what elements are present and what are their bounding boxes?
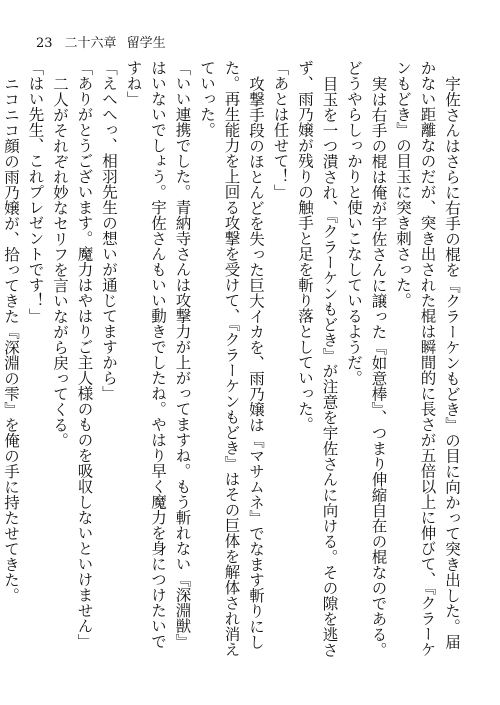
dialogue-line: 「ありがとうございます。魔力はやはりご主人様のものを吸収しないといけません」 xyxy=(75,60,94,649)
vertical-text-body xyxy=(2,60,464,660)
paragraph: 目玉を一つ潰され、『クラーケンもどき』が注意を宇佐さんに向ける。その隙を逃さず、雨乃嬢が残りの触手と足を斬り落としていった。 xyxy=(296,60,339,657)
running-header xyxy=(36,36,166,52)
paragraph: ニコニコ顔の雨乃嬢が、拾ってきた『深淵の雫』を俺の手に持たせてきた。 xyxy=(2,75,20,603)
chapter-number: 二十六章 xyxy=(64,36,117,51)
page-number: 23 xyxy=(36,36,53,51)
chapter-title: 留学生 xyxy=(126,36,166,51)
paragraph: 攻撃手段のほとんどを失った巨大イカを、雨乃嬢は『マサムネ』でなます斬りにした。再生能力を上回る攻撃を受けて、『クラーケンもどき』はその巨体を解体され消えていった。 xyxy=(198,60,265,657)
dialogue-line: 「あとは任せて！」 xyxy=(271,60,290,200)
dialogue-line: 「いい連携でした。青納寺さんは攻撃力が上がってますね。もう斬れない『深淵獣』はいないでしょう。宇佐さんもいい動きでしたね。やはり早く魔力を身につけたいですね」 xyxy=(124,60,192,649)
dialogue-line: 「はい先生、これプレゼントです！」 xyxy=(26,60,45,324)
paragraph: 二人がそれぞれ妙なセリフを言いながら戻ってくる。 xyxy=(51,75,69,448)
dialogue-line: 「えへへっ、相羽先生の想いが通じてますから」 xyxy=(100,60,118,401)
paragraph: 実は右手の棍は俺が宇佐さんに譲った『如意棒』、つまり伸縮自在の棍なのである。どうやらしっかりと使いこなしているようだ。 xyxy=(345,60,388,657)
paragraph: 宇佐さんはさらに右手の棍を『クラーケンもどき』の目に向かって突き出した。届かない距離なのだが、突き出された棍は瞬間的に長さが五倍以上に伸びて、『クラーケンもどき』の目玉に突き刺さった。 xyxy=(394,60,461,657)
